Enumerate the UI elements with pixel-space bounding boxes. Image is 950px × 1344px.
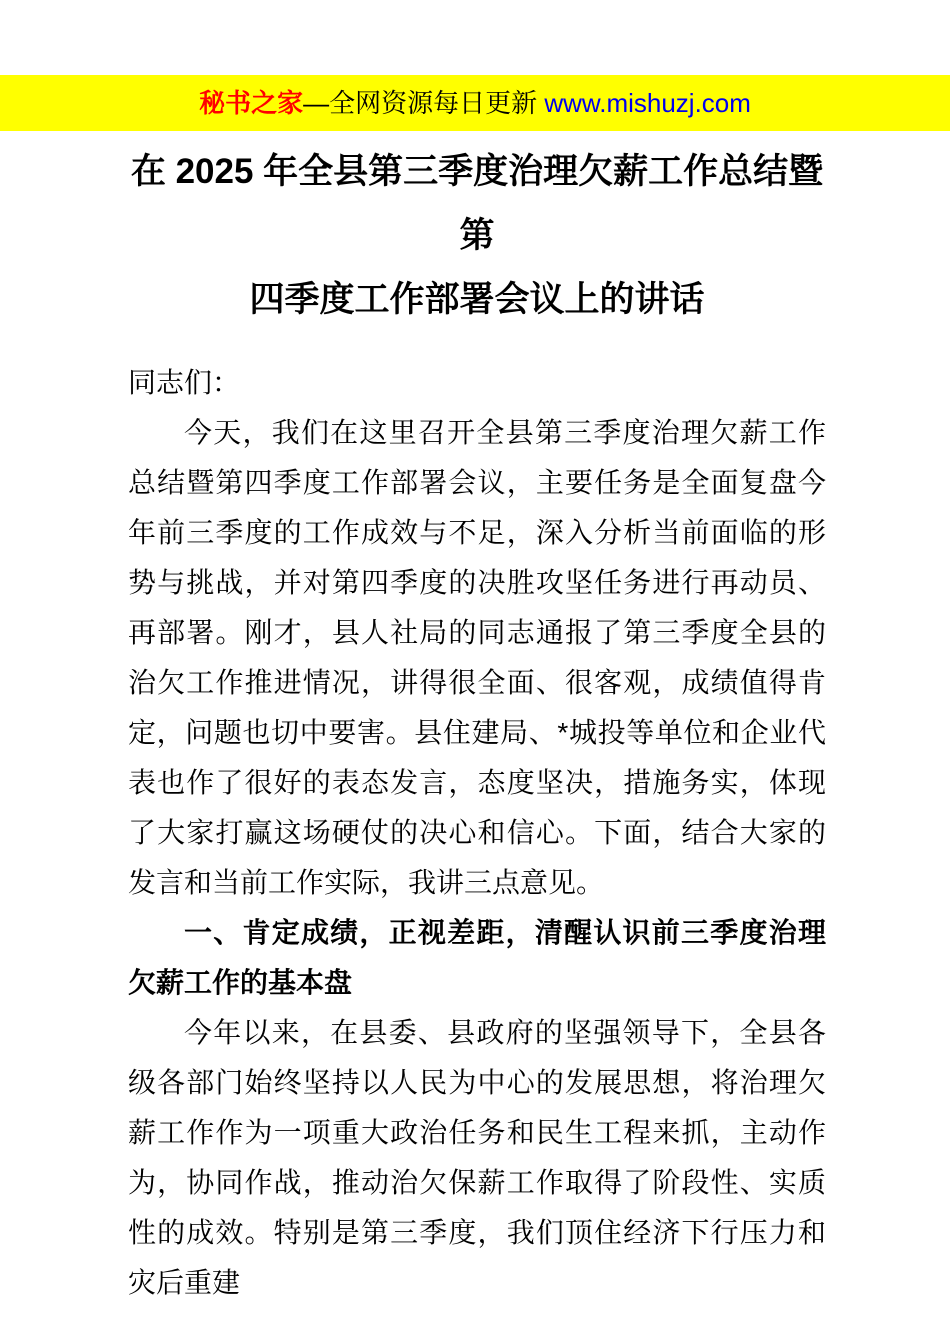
title-line-2: 四季度工作部署会议上的讲话 [249, 280, 705, 319]
salutation: 同志们： [128, 367, 241, 398]
brand-text: 秘书之家 [199, 88, 304, 118]
paragraph-intro: 今天，我们在这里召开全县第三季度治理欠薪工作总结暨第四季度工作部署会议，主要任务是全面复盘今年前三季度的工作成效与不足，深入分析当前面临的形势与挑战，并对第四季度的决胜攻坚任务进行再动员、再部署。刚才，县人社局的同志通报了第三季度全县的治欠工作推进情况，讲得很全面、很客观，成绩值得肯定，问题也切中要害。县住建局、*城投等单位和企业代表也作了很好的表态发言，态度坚决，措施务实，体现了大家打赢这场硬仗的决心和信心。下面，结合大家的发言和当前工作实际，我讲三点意见。 [128, 417, 826, 898]
document-title [128, 140, 826, 332]
paragraph-section-1: 今年以来，在县委、县政府的坚强领导下，全县各级各部门始终坚持以人民为中心的发展思想，将治理欠薪工作作为一项重大政治任务和民生工程来抓，主动作为，协同作战，推动治欠保薪工作取得了阶段性、实质性的成效。特别是第三季度，我们顶住经济下行压力和灾后重建 [128, 1017, 826, 1298]
banner-tagline: —全网资源每日更新 [303, 88, 545, 118]
body-text [128, 358, 826, 1308]
site-url-link[interactable]: www.mishuzj.com [544, 88, 751, 118]
header-banner [0, 75, 950, 131]
document-body [128, 140, 826, 1308]
title-line-1: 在 2025 年全县第三季度治理欠薪工作总结暨第 [130, 152, 824, 255]
section-heading-1: 一、肯定成绩，正视差距，清醒认识前三季度治理欠薪工作的基本盘 [128, 917, 826, 998]
